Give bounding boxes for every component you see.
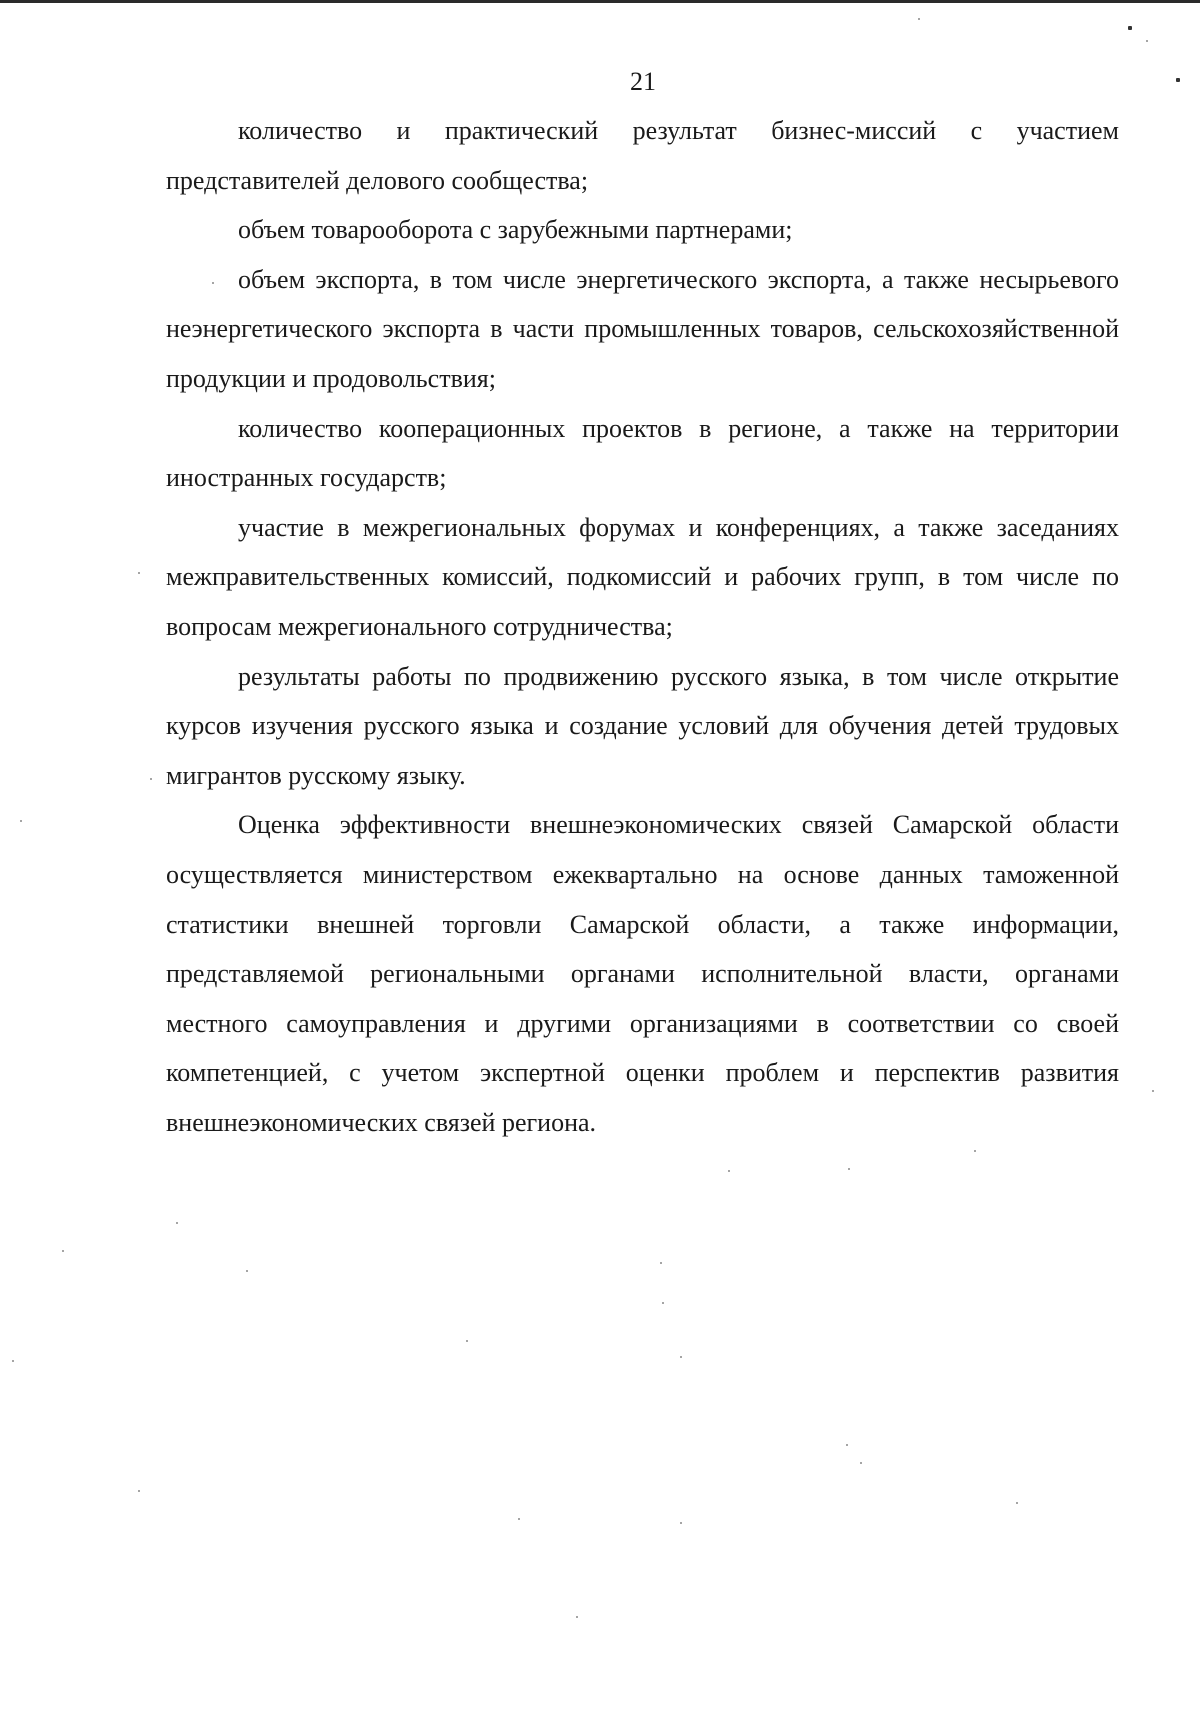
paragraph-efficiency-assessment: Оценка эффективности внешнеэкономических связей Самарской области осуществляется министерством ежеквартально на основе данных таможенной статистики внешней торговли Самарской области, а также информации, представляемой региональными органами исполнительной власти, органами местного самоуправления и другими организациями в соответствии со своей компетенцией, с учетом экспертной оценки проблем и перспектив развития внешнеэкономических связей региона.: [166, 810, 1119, 1137]
page-top-border: [0, 0, 1200, 3]
paragraph-cooperation-projects: количество кооперационных проектов в регионе, а также на территории иностранных государств;: [166, 413, 1119, 493]
document-body: [166, 106, 1119, 1147]
paragraph-export-volume: объем экспорта, в том числе энергетического экспорта, а также несырьевого неэнергетического экспорта в части промышленных товаров, сельскохозяйственной продукции и продовольствия;: [166, 264, 1119, 393]
paragraph-trade-turnover: объем товарооборота с зарубежными партнерами;: [238, 215, 793, 245]
page-number: 21: [630, 67, 656, 96]
paragraph-forums-participation: участие в межрегиональных форумах и конференциях, а также заседаниях межправительственных комиссий, подкомиссий и рабочих групп, в том числе по вопросам межрегионального сотрудничества;: [166, 512, 1119, 641]
paragraph-russian-language: результаты работы по продвижению русского языка, в том числе открытие курсов изучения русского языка и создание условий для обучения детей трудовых мигрантов русскому языку.: [166, 661, 1119, 790]
paragraph-business-missions: количество и практический результат бизнес-миссий с участием представителей делового сообщества;: [166, 116, 1119, 195]
